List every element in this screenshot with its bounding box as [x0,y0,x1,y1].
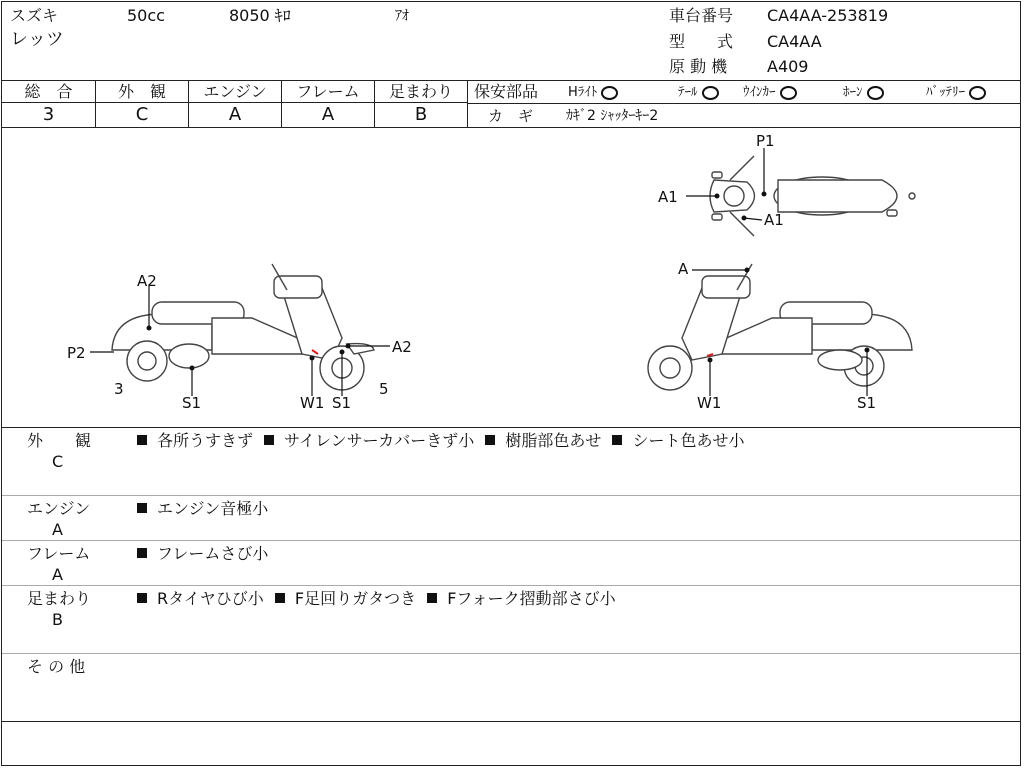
bullet-icon [612,435,622,445]
left-label: A2 [392,338,412,356]
note-item: サイレンサーカバーきず小 [284,431,475,450]
rating-overall [2,81,96,128]
top-view-scooter [710,156,915,236]
bullet-icon [275,593,285,603]
type-value: CA4AA [767,32,822,51]
note-item: エンジン音極小 [157,499,269,518]
left-label: W1 [300,394,325,412]
note-category: フレーム [27,544,91,563]
model-name: レッツ [10,29,64,50]
scooter-diagram [2,128,1021,428]
ok-circle-icon [601,86,618,100]
key-value: ｶｷﾞ2 ｼｬｯﾀｰｷｰ2 [566,108,659,124]
note-exterior [2,428,1021,496]
ok-circle-icon [780,86,797,100]
key-row [468,104,1021,128]
bullet-icon [137,435,147,445]
note-grade: B [52,610,63,629]
note-item: 樹脂部色あせ [505,431,602,450]
rating-frame [282,81,375,128]
rating-engine [189,81,282,128]
bullet-icon [137,503,147,513]
note-item: 各所うすきず [157,431,254,450]
ok-circle-icon [702,86,719,100]
note-item: F足回りガタつき [294,589,417,608]
note-category: エンジン [27,499,91,518]
ok-circle-icon [867,86,884,100]
left-label: P2 [67,344,86,362]
note-grade: A [52,520,63,539]
key-label: カ ギ [488,107,534,125]
note-category: 足まわり [27,589,92,608]
maker: スズキ [10,6,59,25]
note-category: 外 観 [27,431,92,450]
rating-value: A [321,104,335,125]
right-label: A [678,260,689,278]
top-label: P1 [756,132,775,150]
type-label: 型 式 [669,32,734,51]
safety-item: ﾊﾞｯﾃﾘｰ [926,84,986,102]
note-items [137,544,274,564]
note-items [137,589,622,609]
rating-value: C [135,104,149,125]
note-other [2,654,1021,722]
right-label: W1 [697,394,722,412]
note-suspension [2,586,1021,654]
rating-grid [2,80,468,128]
rating-exterior [96,81,189,128]
top-label: A1 [764,211,784,229]
left-label: 5 [379,380,389,398]
rating-label: 外 観 [96,82,188,103]
rating-label: フレーム [282,82,374,103]
note-grade: C [52,452,64,471]
inspection-notes [2,427,1021,676]
safety-item: Hﾗｲﾄ [568,84,618,102]
engine-value: A409 [767,57,809,76]
note-grade: A [52,565,63,584]
left-label: S1 [182,394,202,412]
note-item: シート色あせ小 [632,431,745,450]
inspection-sheet [1,1,1021,766]
left-label: A2 [137,272,157,290]
engine-label: 原 動 機 [669,57,728,76]
safety-title: 保安部品 [474,82,539,101]
safety-parts [468,80,1021,128]
ok-circle-icon [969,86,986,100]
rating-value: 3 [42,104,55,125]
chassis-number: CA4AA-253819 [767,6,889,25]
note-item: Rタイヤひび小 [157,589,264,608]
rating-value: A [228,104,242,125]
rating-suspension [375,81,468,128]
safety-item: ﾃｰﾙ [678,84,719,102]
mileage: 8050 ｷﾛ [229,6,291,25]
left-label: 3 [114,380,124,398]
color: ｱｵ [395,8,409,24]
right-view-scooter [648,264,912,390]
rating-label: 足まわり [375,82,467,103]
left-label: S1 [332,394,352,412]
chassis-label: 車台番号 [669,6,734,25]
bullet-icon [485,435,495,445]
note-items [137,499,274,519]
safety-parts-row [468,81,1021,104]
rating-value: B [414,104,428,125]
note-engine [2,496,1021,541]
bullet-icon [264,435,274,445]
safety-item: ﾎｰﾝ [843,84,884,102]
safety-item: ｳｲﾝｶｰ [743,84,797,102]
note-frame [2,541,1021,586]
damage-diagram [2,127,1021,428]
note-item: フレームさび小 [157,544,269,563]
bullet-icon [427,593,437,603]
vehicle-header [2,2,1021,80]
displacement: 50cc [127,6,165,25]
bullet-icon [137,593,147,603]
note-category: そ の 他 [27,657,86,676]
bullet-icon [137,548,147,558]
right-label: S1 [857,394,877,412]
top-label: A1 [658,188,678,206]
note-item: Fフォーク摺動部さび小 [447,589,616,608]
rating-label: 総 合 [2,82,95,103]
note-items [137,431,751,451]
rating-label: エンジン [189,82,281,103]
